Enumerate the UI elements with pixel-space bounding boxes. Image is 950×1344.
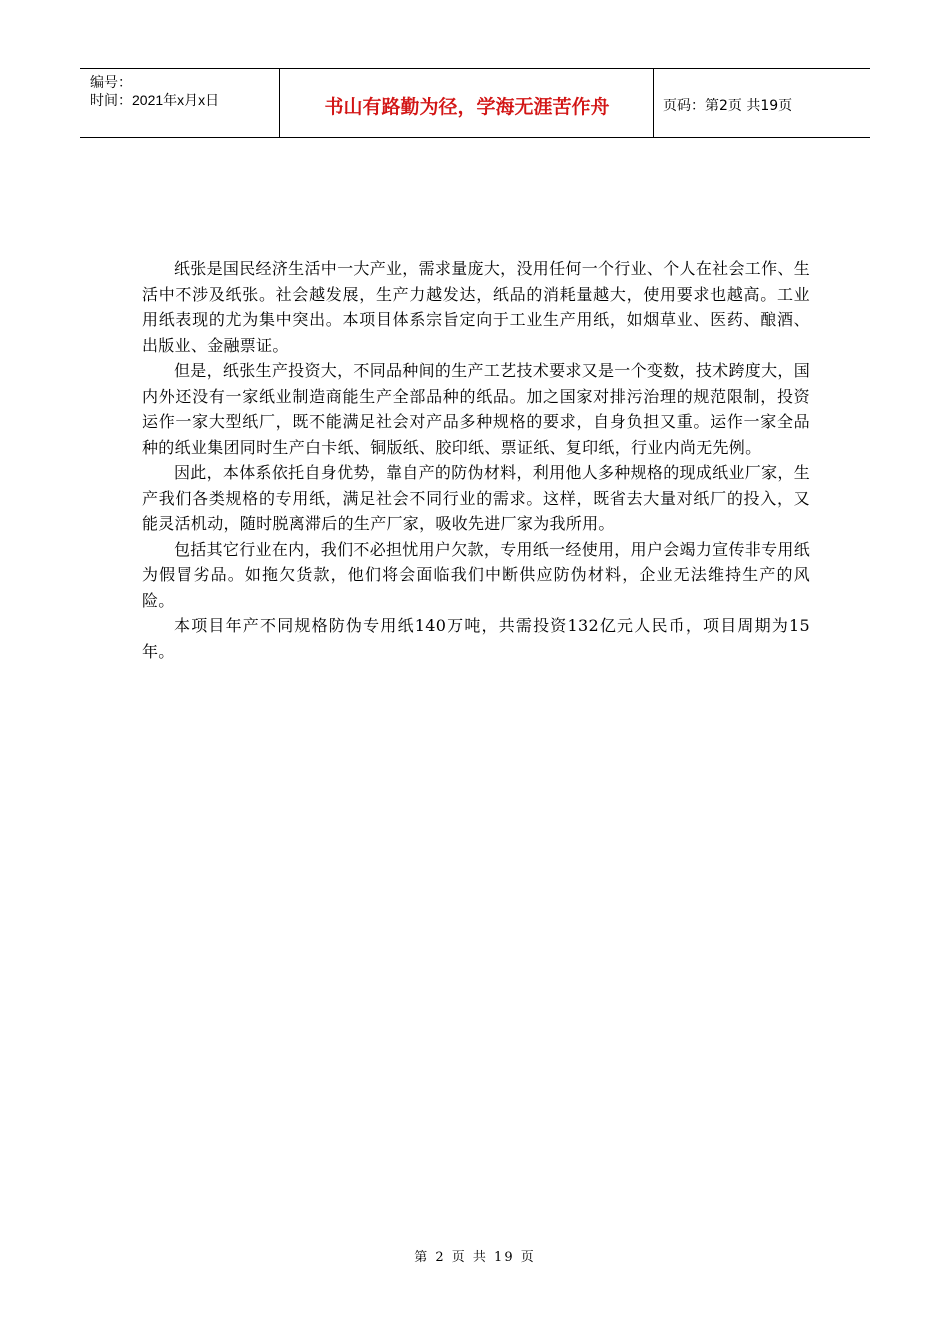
paragraph: 纸张是国民经济生活中一大产业，需求量庞大，没用任何一个行业、个人在社会工作、生活中不涉及纸张。社会越发展，生产力越发达，纸品的消耗量越大，使用要求也越高。工业用纸表现的尤为集中突出。本项目体系宗旨定向于工业生产用纸，如烟草业、医药、酿酒、出版业、金融票证。: [142, 259, 810, 355]
page-footer: 第 2 页 共 19 页: [414, 1250, 536, 1265]
page-header: [80, 68, 870, 138]
document-time: 时间：2021年x月x日: [90, 92, 220, 108]
header-meta: [80, 69, 280, 137]
paragraph: 因此，本体系依托自身优势，靠自产的防伪材料，利用他人多种规格的现成纸业厂家，生产我们各类规格的专用纸，满足社会不同行业的需求。这样，既省去大量对纸厂的投入，又能灵活机动，随时脱离滞后的生产厂家，吸收先进厂家为我所用。: [142, 463, 810, 533]
paragraph: 但是，纸张生产投资大，不同品种间的生产工艺技术要求又是一个变数，技术跨度大，国内外还没有一家纸业制造商能生产全部品种的纸品。加之国家对排污治理的规范限制，投资运作一家大型纸厂，既不能满足社会对产品多种规格的要求，自身负担又重。运作一家全品种的纸业集团同时生产白卡纸、铜版纸、胶印纸、票证纸、复印纸，行业内尚无先例。: [142, 361, 810, 457]
paragraph: 本项目年产不同规格防伪专用纸140万吨，共需投资132亿元人民币，项目周期为15年。: [142, 616, 810, 661]
document-body: [142, 256, 810, 664]
paragraph: 包括其它行业在内，我们不必担忧用户欠款，专用纸一经使用，用户会竭力宣传非专用纸为假冒劣品。如拖欠货款，他们将会面临我们中断供应防伪材料，企业无法维持生产的风险。: [142, 539, 810, 610]
document-number-label: 编号：: [90, 74, 132, 90]
header-page-code: 页码：第2页 共19页: [663, 98, 793, 114]
header-motto: 书山有路勤为径，学海无涯苦作舟: [281, 69, 654, 137]
